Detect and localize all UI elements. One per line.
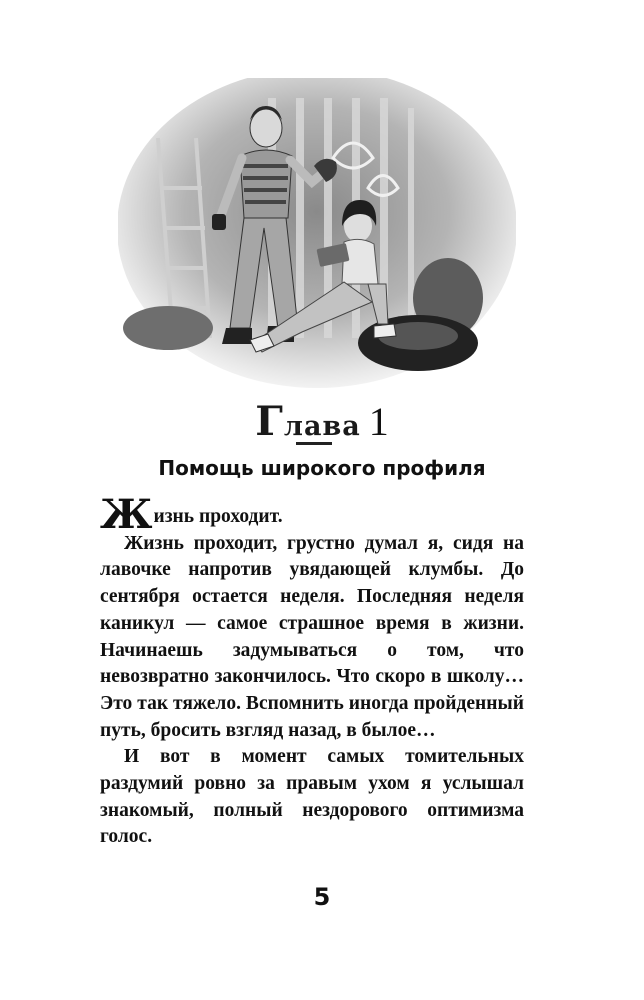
chapter-word-initial: Г	[255, 398, 284, 445]
chapter-word	[255, 398, 360, 445]
chapter-word-rest: лава	[283, 411, 361, 442]
chapter-subtitle: Помощь широкого профиля	[158, 456, 486, 480]
chapter-underline	[296, 442, 332, 445]
chapter-number: 1	[368, 399, 389, 444]
paragraph-3: И вот в момент самых томительных раздумий ровно за правым ухом я услышал знакомый, полный нездорового оптимизма голос.	[100, 746, 524, 848]
paragraph-2: Жизнь проходит, грустно думал я, сидя на лавочке напротив увядающей клумбы. До сентября остается неделя. Последняя неделя каникул — самое страшное время в жизни. Начинаешь задумываться о том, что невозвратно закончилось. Что скоро в школу… Это так тяжело. Вспомнить иногда пройденный путь, бросить взгляд назад, в былое…	[100, 532, 524, 741]
page-number: 5	[313, 883, 331, 911]
body-text	[100, 491, 524, 851]
drop-cap: Ж	[100, 491, 153, 538]
chapter-heading	[0, 398, 644, 446]
chapter-illustration	[118, 78, 516, 388]
paragraph-1-text: изнь проходит.	[153, 506, 283, 527]
paragraph-1	[100, 491, 524, 538]
